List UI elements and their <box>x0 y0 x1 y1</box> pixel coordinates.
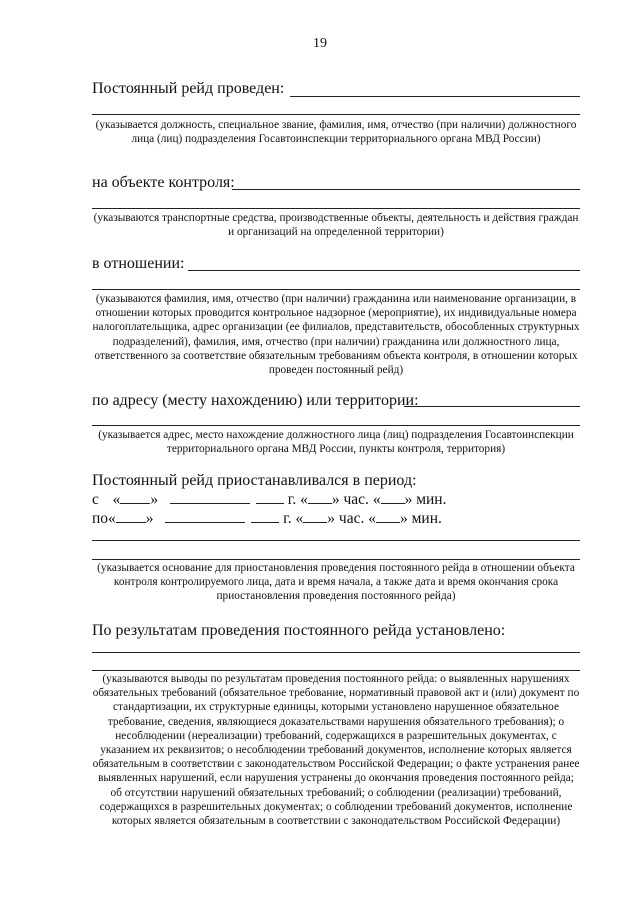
to-day-field[interactable] <box>116 508 146 523</box>
from-minute-label: мин. <box>416 491 447 508</box>
to-year-label: г. <box>283 510 292 527</box>
from-minute-field[interactable] <box>381 489 405 504</box>
from-quote-open: « <box>112 491 121 508</box>
to-hour-label: час. <box>338 510 365 527</box>
from-year-field[interactable] <box>256 489 284 504</box>
to-hour-field[interactable] <box>303 508 327 523</box>
address-field-line2[interactable] <box>92 425 580 426</box>
to-prefix: по <box>92 510 109 527</box>
from-hour-label: час. <box>343 491 369 508</box>
from-min-quote-open: « <box>372 491 381 508</box>
address-note: (указывается адрес, место нахождение должностного лица (лиц) подразделения Госавтоинспекции территориального органа МВД России, пункты контроля, территория) <box>98 429 574 456</box>
suspension-label: Постоянный рейд приостанавливался в период: <box>92 472 417 489</box>
from-month-field[interactable] <box>170 489 250 504</box>
suspension-to-row <box>92 508 442 528</box>
to-min-quote-open: « <box>368 510 376 527</box>
to-min-quote-close: » <box>399 510 408 527</box>
control-object-note: (указываются транспортные средства, производственные объекты, деятельность и действия граждан и организаций на определенной территории) <box>93 212 579 239</box>
results-label: По результатам проведения постоянного рейда установлено: <box>92 622 506 639</box>
to-hour-quote-open: « <box>295 510 304 527</box>
from-min-quote-close: » <box>404 491 413 508</box>
control-object-field[interactable] <box>232 189 580 190</box>
suspension-from-row <box>92 489 446 509</box>
results-field-line2[interactable] <box>92 670 580 671</box>
to-minute-label: мин. <box>411 510 442 527</box>
suspension-note: (указывается основание для приостановления проведения постоянного рейда в отношении объекта контроля контролируемого лица, дата и время начала, а также дата и время окончания срока приостановления проведения постоянного рейда) <box>97 562 575 603</box>
suspension-field[interactable] <box>92 540 580 541</box>
from-prefix: с <box>92 491 99 508</box>
page-number: 19 <box>313 36 327 51</box>
to-year-field[interactable] <box>251 508 279 523</box>
raid-conducted-note: (указывается должность, специальное звание, фамилия, имя, отчество (при наличии) должностного лица (лиц) подразделения Госавтоинспекции территориального органа МВД России) <box>95 119 577 146</box>
to-minute-field[interactable] <box>376 508 400 523</box>
regarding-field-line2[interactable] <box>92 289 580 290</box>
regarding-note: (указываются фамилия, имя, отчество (при наличии) гражданина или наименование организации, в отношении которых проводится контрольное надзорное (мероприятие), их индивидуальные номера налогоплательщика, адрес организации (ее филиалов, представительств, обособленных структурных подразделений), фамилия, имя, отчество (при наличии) гражданина или должностного лица, ответственного за соответствие обязательным требованиям объекта контроля, в отношении которых проведен постоянный рейд) <box>92 293 580 377</box>
from-year-label: г. <box>287 491 297 508</box>
regarding-field[interactable] <box>188 270 580 271</box>
to-quote-open: « <box>108 510 116 527</box>
address-label: по адресу (месту нахождению) или территории: <box>92 392 419 409</box>
to-quote-close: » <box>145 510 154 527</box>
from-day-field[interactable] <box>120 489 150 504</box>
control-object-field-line2[interactable] <box>92 208 580 209</box>
raid-conducted-field-line2[interactable] <box>92 114 580 115</box>
regarding-label: в отношении: <box>92 255 185 272</box>
from-hour-field[interactable] <box>308 489 332 504</box>
to-month-field[interactable] <box>165 508 245 523</box>
raid-conducted-label: Постоянный рейд проведен: <box>92 80 285 97</box>
from-hour-quote-close: » <box>331 491 340 508</box>
suspension-field-line2[interactable] <box>92 559 580 560</box>
results-field[interactable] <box>92 652 580 653</box>
control-object-label: на объекте контроля: <box>92 174 235 191</box>
from-quote-close: » <box>150 491 159 508</box>
to-hour-quote-close: » <box>327 510 336 527</box>
raid-conducted-field[interactable] <box>290 96 580 97</box>
address-field[interactable] <box>404 406 580 407</box>
from-hour-quote-open: « <box>300 491 308 508</box>
results-note: (указываются выводы по результатам проведения постоянного рейда: о выявленных нарушениях обязательных требований (обязательное требование, нормативный правовой акт и (или) документ по стандартизации, их структурные единицы, которыми установлено нарушенное обязательное требование, сведения, являющиеся доказательствами нарушения обязательного требования); о несоблюдении (нереализации) требований, содержащихся в разрешительных документах, с указанием их реквизитов; о несоблюдении требований документов, исполнение которых является обязательным в соответствии с законодательством Российской Федерации; о факте устранения ранее выявленных нарушений, если нарушения устранены до окончания проведения постоянного рейда; об отсутствии нарушений обязательных требований; о соблюдении (реализации) требований, содержащихся в разрешительных документах; о соблюдении требований документов, исполнение которых является обязательным в соответствии с законодательством Российской Федерации) <box>92 673 580 828</box>
